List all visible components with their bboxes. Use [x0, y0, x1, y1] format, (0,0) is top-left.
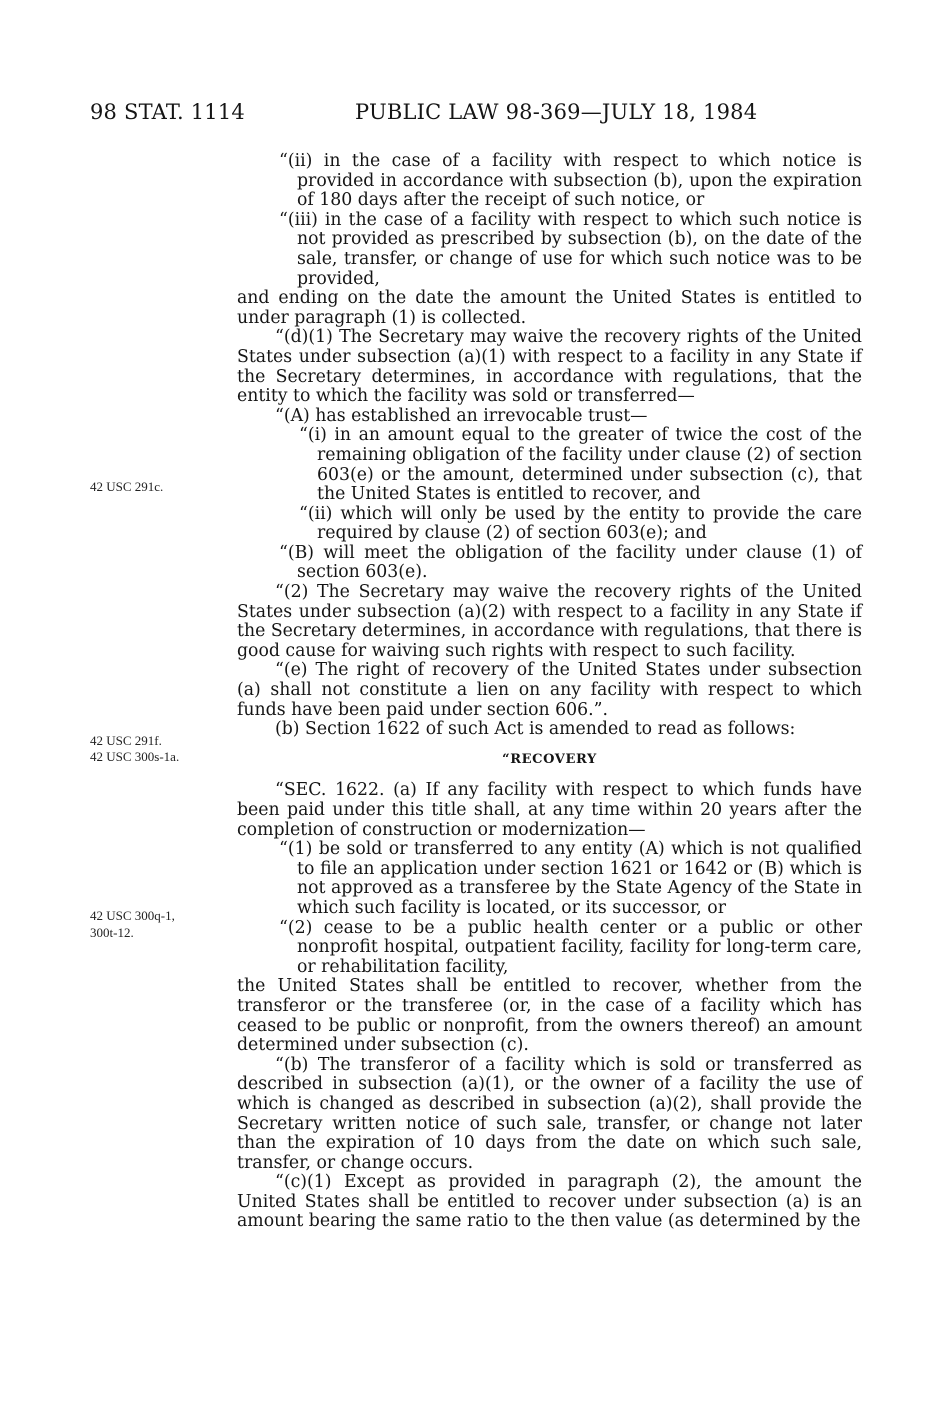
statute-body [237, 152, 862, 1232]
subparagraph-b: “(B) will meet the obligation of the facility under clause (1) of section 603(e). [279, 542, 862, 583]
section-1622-a: “SEC. 1622. (a) If any facility with respect to which funds have been paid under this title shall, at any time within 20 years after the completion of construction or modernization— [237, 780, 862, 840]
subparagraph-a: “(A) has established an irrevocable trust— [275, 405, 648, 426]
subsection-e: “(e) The right of recovery of the United States under subsection (a) shall not constitute a lien on any facility with respect to which funds have been paid under section 606.”. [237, 660, 862, 720]
subsection-d-1: “(d)(1) The Secretary may waive the recovery rights of the United States under subsection (a)(1) with respect to a facility in any State if the Secretary determines, in accordance with regulations, that the entity to which the facility was sold or transferred— [237, 327, 862, 407]
subsection-b: “(b) The transferor of a facility which is sold or transferred as described in subsection (a)(1), or the owner of a facility the use of which is changed as described in subsection (a)(2), shall provide the Secretary written notice of such sale, transfer, or change not later than the expiration of 10 days from the date on which such sale, transfer, or change occurs. [237, 1054, 862, 1173]
page-header [90, 100, 870, 132]
margin-note: 42 USC 300q-1, [90, 908, 175, 923]
section-heading: “RECOVERY [502, 751, 597, 767]
margin-note: 42 USC 291c. [90, 479, 164, 494]
public-law-title: PUBLIC LAW 98-369—JULY 18, 1984 [355, 100, 758, 124]
clause-ii-trust: “(ii) which will only be used by the entity to provide the care required by clause (2) of section 603(e); and [299, 503, 862, 544]
clause-ii: “(ii) in the case of a facility with respect to which notice is provided in accordance with subsection (b), upon the expiration of 180 days after the receipt of such notice, or [279, 151, 862, 211]
statute-page-reference: 98 STAT. 1114 [90, 100, 245, 124]
subsection-c-1: “(c)(1) Except as provided in paragraph (2), the amount the United States shall be entitled to recover under subsection (a) is an amount bearing the same ratio to the then value (as determined by the [237, 1172, 862, 1232]
paragraph-continuation: and ending on the date the amount the United States is entitled to under paragraph (1) is collected. [237, 288, 862, 328]
subsection-d-2: “(2) The Secretary may waive the recovery rights of the United States under subsection (a)(2) with respect to a facility in any State if the Secretary determines, in accordance with regulations, that there is good cause for waiving such rights with respect to such facility. [237, 582, 862, 661]
margin-note: 42 USC 300s-1a. [90, 749, 180, 764]
amendment-b: (b) Section 1622 of such Act is amended to read as follows: [275, 719, 796, 740]
clause-i: “(i) in an amount equal to the greater of twice the cost of the remaining obligation of the facility under clause (2) of section 603(e) or the amount, determined under subsection (c), that the United States is entitled to recover, and [299, 425, 862, 505]
paragraph-2: “(2) cease to be a public health center or a public or other nonprofit hospital, outpatient facility, facility for long-term care, or rehabilitation facility, [279, 917, 862, 977]
margin-note: 42 USC 291f. [90, 733, 162, 748]
paragraph-continuation: the United States shall be entitled to recover, whether from the transferor or the transferee (or, in the case of a facility which has ceased to be public or nonprofit, from the owners thereof) an amount determined under subsection (c). [237, 976, 862, 1056]
paragraph-1: “(1) be sold or transferred to any entity (A) which is not qualified to file an application under section 1621 or 1642 or (B) which is not approved as a transferee by the State Agency of the State in which such facility is located, or its successor, or [279, 839, 862, 918]
clause-iii: “(iii) in the case of a facility with respect to which such notice is not provided as prescribed by subsection (b), on the date of the sale, transfer, or change of use for which such notice was to be provided, [279, 209, 862, 289]
margin-note: 300t-12. [90, 925, 134, 940]
